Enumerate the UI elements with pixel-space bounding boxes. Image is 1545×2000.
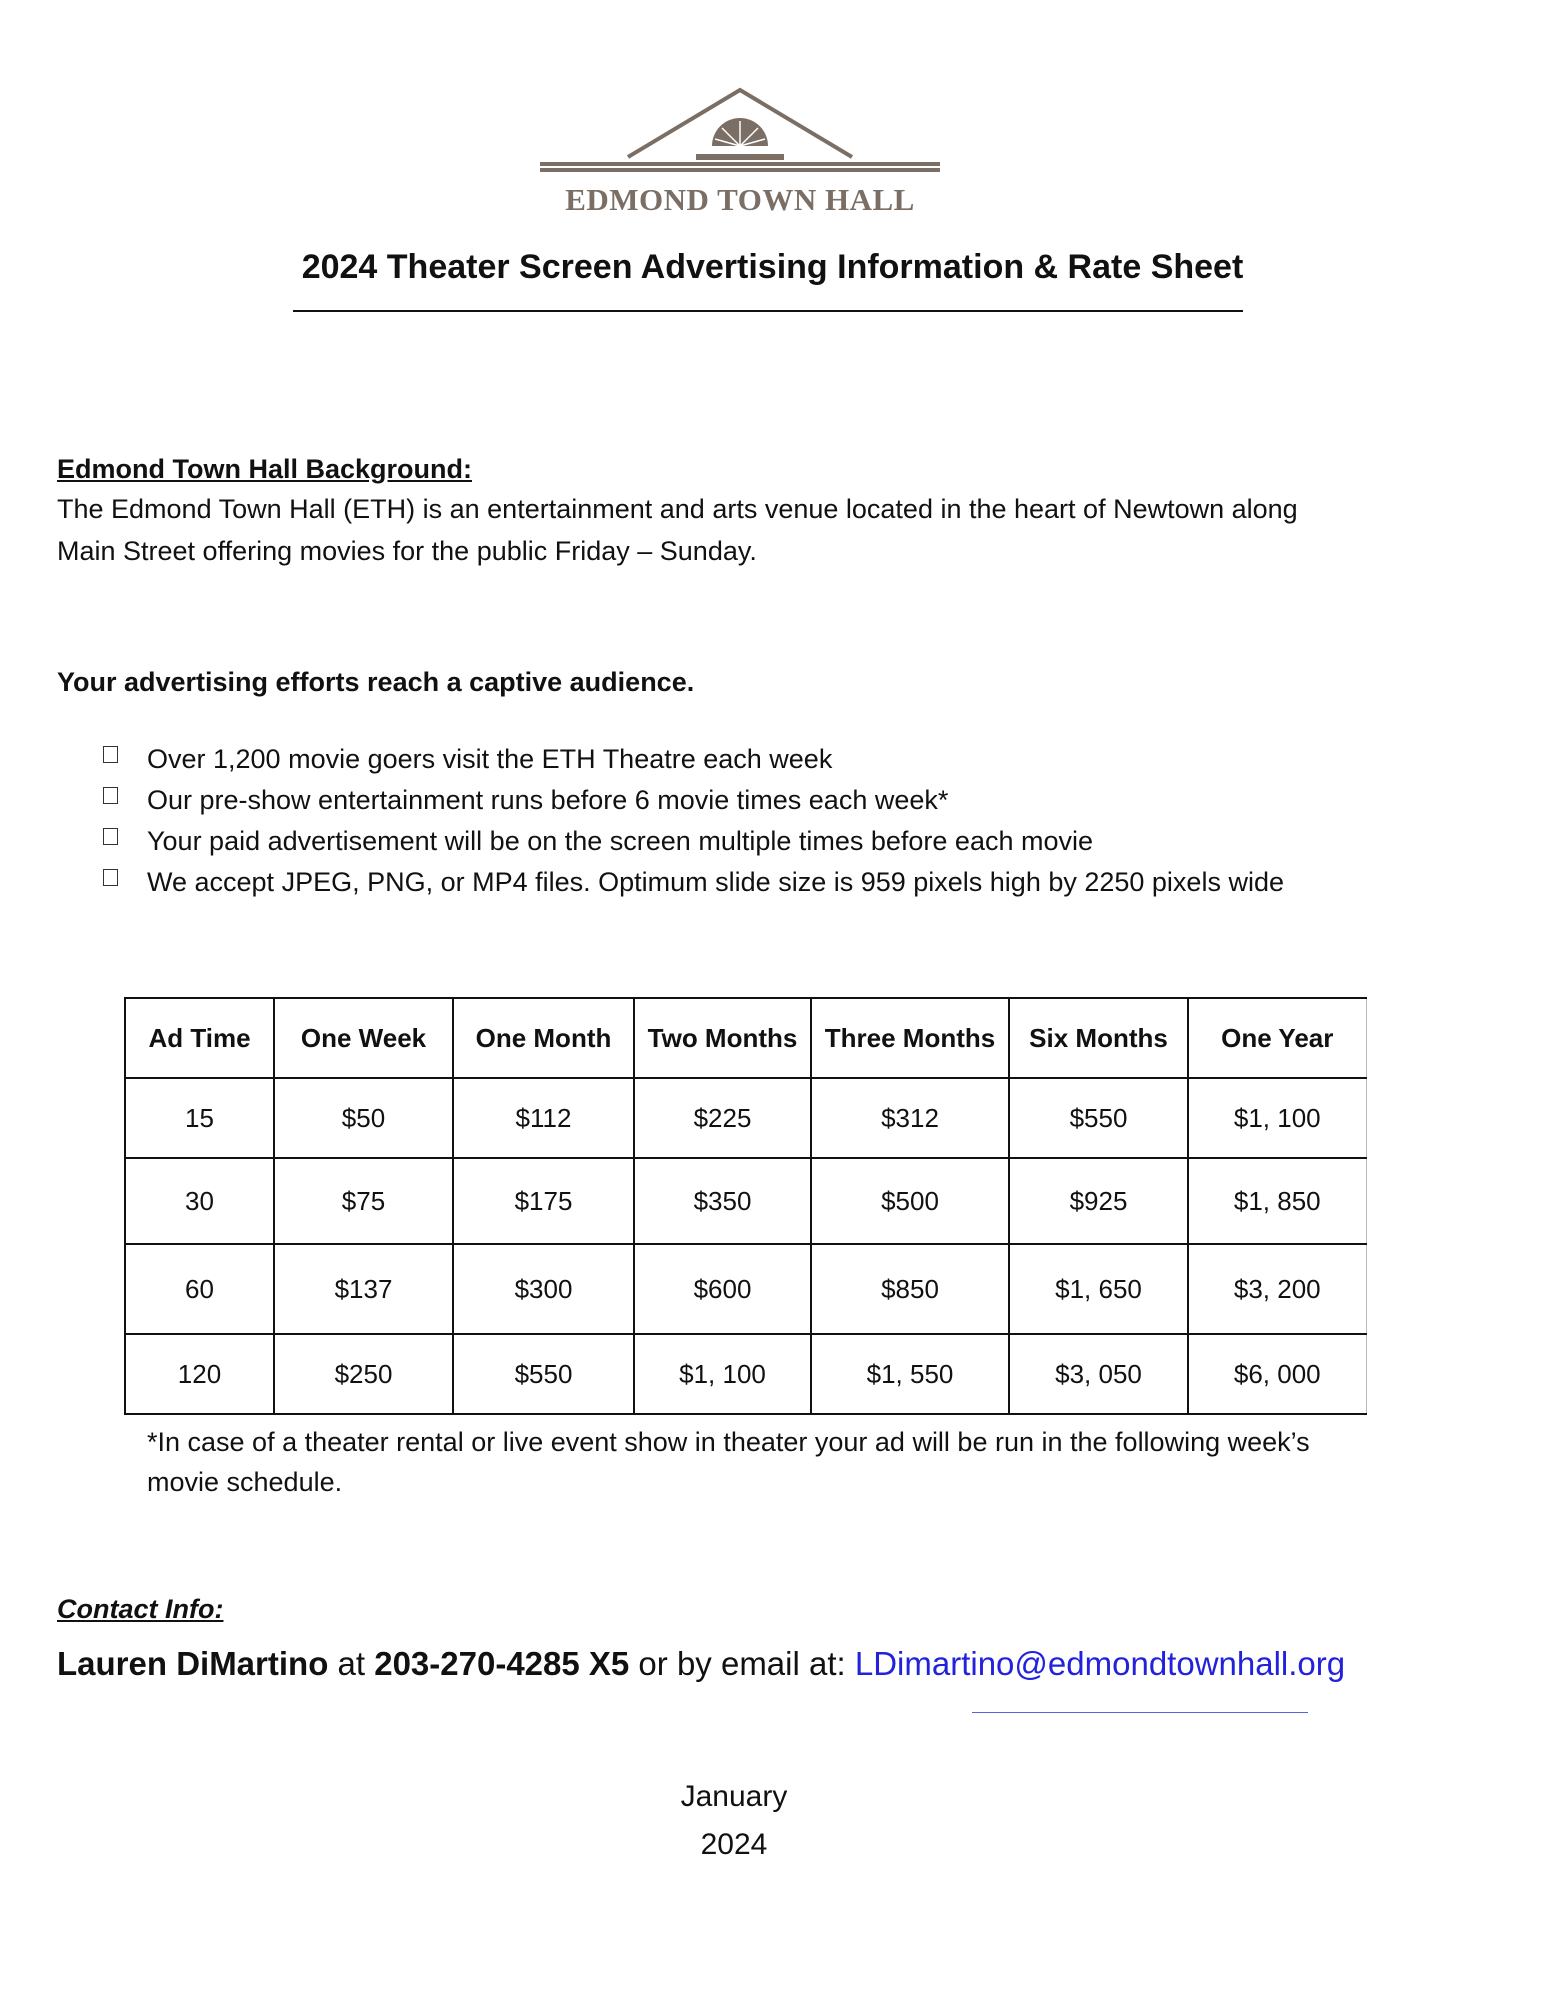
table-cell: 30 (125, 1158, 274, 1244)
audience-heading: Your advertising efforts reach a captive audience. (57, 667, 695, 697)
contact-at-text: at (328, 1645, 375, 1682)
column-header: One Month (453, 998, 634, 1078)
checkbox-icon (103, 746, 118, 763)
table-cell: $300 (453, 1244, 634, 1334)
background-heading: Edmond Town Hall Background: (57, 454, 472, 484)
checkbox-icon (103, 828, 118, 845)
table-cell: $75 (274, 1158, 453, 1244)
table-cell: $175 (453, 1158, 634, 1244)
table-cell: 120 (125, 1334, 274, 1414)
table-footnote (147, 1422, 1387, 1502)
table-cell: $250 (274, 1334, 453, 1414)
checkbox-icon (103, 869, 118, 886)
table-cell: 60 (125, 1244, 274, 1334)
email-underline (972, 1712, 1308, 1713)
rate-table (124, 997, 1367, 1415)
list-item-text: Our pre-show entertainment runs before 6 movie times each week* (147, 785, 949, 815)
footnote-line: *In case of a theater rental or live event show in theater your ad will be run in the following week’s (147, 1427, 1310, 1457)
table-cell: $3, 050 (1009, 1334, 1188, 1414)
table-cell: $1, 850 (1188, 1158, 1366, 1244)
list-item-text: We accept JPEG, PNG, or MP4 files. Optimum slide size is 959 pixels high by 2250 pixels wide (147, 867, 1284, 897)
date-month: January (680, 1780, 788, 1813)
contact-phone: 203-270-4285 X5 (374, 1645, 630, 1682)
table-cell: $550 (453, 1334, 634, 1414)
title-divider (293, 310, 1243, 312)
table-header-row (125, 998, 1366, 1078)
column-header: One Week (274, 998, 453, 1078)
column-header: Six Months (1009, 998, 1188, 1078)
table-cell: $225 (634, 1078, 811, 1158)
background-line: The Edmond Town Hall (ETH) is an entertainment and arts venue located in the heart of Newtown along (57, 494, 1298, 524)
table-cell: $137 (274, 1244, 453, 1334)
table-cell: $350 (634, 1158, 811, 1244)
table-cell: 15 (125, 1078, 274, 1158)
table-cell: $925 (1009, 1158, 1188, 1244)
table-cell: $600 (634, 1244, 811, 1334)
contact-email-link[interactable]: LDimartino@edmondtownhall.org (854, 1645, 1346, 1682)
logo-wordmark: EDMOND TOWN HALL (565, 182, 915, 217)
column-header: Ad Time (125, 998, 274, 1078)
background-line: Main Street offering movies for the public Friday – Sunday. (57, 536, 757, 566)
table-row (125, 1334, 1366, 1414)
background-paragraph (57, 488, 1298, 572)
contact-email-label: or by email at: (629, 1645, 855, 1682)
table-cell: $1, 550 (811, 1334, 1009, 1414)
table-cell: $50 (274, 1078, 453, 1158)
page-title: 2024 Theater Screen Advertising Information & Rate Sheet (301, 248, 1244, 286)
date-year: 2024 (700, 1828, 768, 1861)
contact-name: Lauren DiMartino (57, 1645, 329, 1682)
table-cell: $112 (453, 1078, 634, 1158)
table-cell: $6, 000 (1188, 1334, 1366, 1414)
list-item-text: Over 1,200 movie goers visit the ETH Theatre each week (147, 744, 833, 774)
edmond-town-hall-logo (500, 86, 980, 216)
table-row (125, 1078, 1366, 1158)
table-cell: $1, 100 (1188, 1078, 1366, 1158)
table-row (125, 1244, 1366, 1334)
list-item-text: Your paid advertisement will be on the screen multiple times before each movie (147, 826, 1094, 856)
column-header: Three Months (811, 998, 1009, 1078)
checkbox-icon (103, 787, 118, 804)
table-cell: $312 (811, 1078, 1009, 1158)
contact-line (57, 1645, 1345, 1683)
column-header: Two Months (634, 998, 811, 1078)
contact-heading: Contact Info: (57, 1594, 224, 1624)
column-header: One Year (1188, 998, 1366, 1078)
footnote-line: movie schedule. (147, 1467, 343, 1497)
table-cell: $500 (811, 1158, 1009, 1244)
table-row (125, 1158, 1366, 1244)
town-hall-roof-icon (500, 86, 980, 186)
table-cell: $1, 100 (634, 1334, 811, 1414)
table-cell: $850 (811, 1244, 1009, 1334)
table-cell: $3, 200 (1188, 1244, 1366, 1334)
table-cell: $550 (1009, 1078, 1188, 1158)
table-cell: $1, 650 (1009, 1244, 1188, 1334)
